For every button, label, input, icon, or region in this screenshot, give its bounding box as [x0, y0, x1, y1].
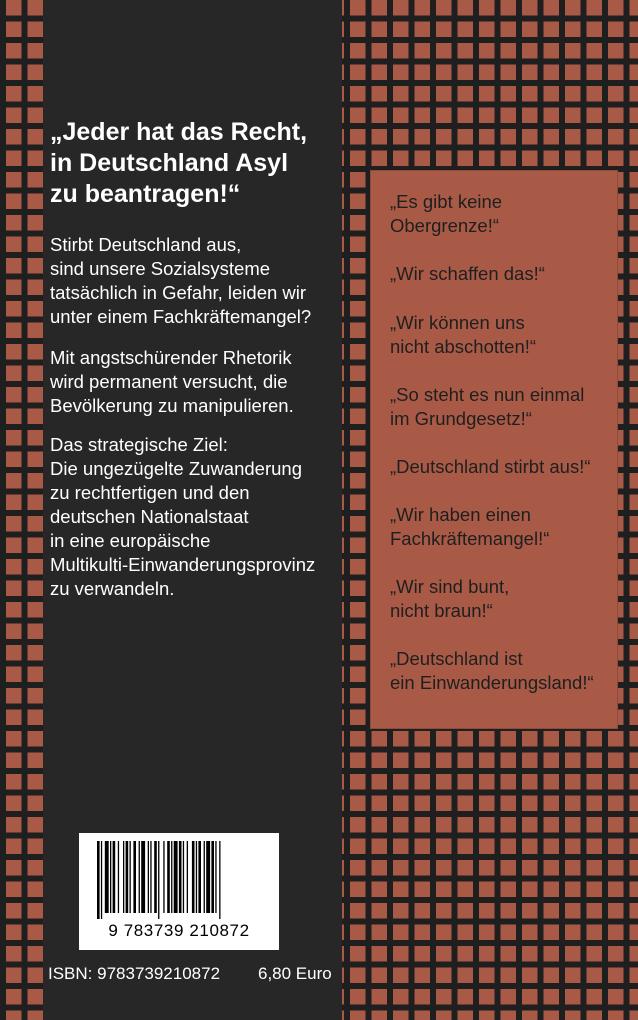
- barcode-bar: [179, 841, 182, 913]
- paragraph-rhetoric: [50, 346, 340, 418]
- quote-line: „Wir schaffen das!“: [390, 263, 545, 284]
- paragraph-line: zu rechtfertigen und den: [50, 482, 250, 503]
- paragraph-line: wird permanent versucht, die: [50, 371, 288, 392]
- quote-line: „Wir sind bunt,: [390, 576, 510, 597]
- paragraph-goal: [50, 433, 340, 601]
- headline-line: in Deutschland Asyl: [50, 149, 289, 177]
- quote-line: „Es gibt keine: [390, 191, 503, 212]
- barcode-bar: [167, 841, 170, 913]
- barcode-bar: [171, 841, 172, 913]
- barcode-bar: [110, 841, 111, 913]
- barcode-bar: [206, 841, 210, 913]
- quote-item: [390, 190, 620, 238]
- barcode-number: 9 783739 210872: [108, 921, 250, 940]
- paragraph-line: Stirbt Deutschland aus,: [50, 234, 242, 255]
- quotes-box: [371, 171, 617, 728]
- quote-item: [390, 311, 620, 359]
- quote-line: „Wir haben einen: [390, 504, 531, 525]
- quote-line: nicht abschotten!“: [390, 336, 537, 357]
- barcode-bar: [123, 841, 124, 913]
- paragraph-line: deutschen Nationalstaat: [50, 506, 249, 527]
- barcode-bar: [97, 841, 100, 919]
- paragraph-line: Bevölkerung zu manipulieren.: [50, 395, 294, 416]
- paragraph-line: Das strategische Ziel:: [50, 434, 228, 455]
- barcode-bar: [196, 841, 197, 913]
- quote-item: [390, 647, 620, 695]
- barcode-bar: [139, 841, 140, 913]
- barcode-bar: [158, 841, 159, 919]
- quote-item: [390, 503, 620, 551]
- barcode-bar: [133, 841, 136, 913]
- headline-line: „Jeder hat das Recht,: [50, 118, 308, 146]
- quote-line: ein Einwanderungsland!“: [390, 672, 594, 693]
- quote-line: „Deutschland stirbt aus!“: [390, 456, 591, 477]
- quote-line: „Wir können uns: [390, 312, 525, 333]
- quote-line: Obergrenze!“: [390, 215, 499, 236]
- paragraph-line: unter einem Fachkräftemangel?: [50, 306, 312, 327]
- barcode-bar: [198, 841, 201, 913]
- barcode-bar: [215, 841, 216, 913]
- paragraph-questions: [50, 233, 340, 329]
- paragraph-line: in eine europäische: [50, 530, 211, 551]
- quote-line: nicht braun!“: [390, 600, 493, 621]
- barcode-bar: [148, 841, 149, 913]
- barcode-bar: [154, 841, 157, 913]
- barcode-bar: [187, 841, 188, 913]
- barcode-bar: [126, 841, 129, 913]
- barcode-bar: [211, 841, 214, 913]
- quote-line: „Deutschland ist: [390, 648, 523, 669]
- headline-line: zu beantragen!“: [50, 180, 241, 208]
- barcode-bar: [192, 841, 195, 913]
- barcode-bar: [183, 841, 184, 913]
- barcode-bar: [141, 841, 145, 913]
- headline: [50, 117, 335, 210]
- price-text: 6,80 Euro: [258, 964, 332, 983]
- quote-item: [390, 383, 620, 431]
- barcode-bar: [150, 841, 151, 913]
- barcode-bar: [105, 841, 109, 913]
- paragraph-line: tatsächlich in Gefahr, leiden wir: [50, 282, 307, 303]
- barcode-bar: [174, 841, 178, 913]
- quote-item: [390, 575, 620, 623]
- barcode-bar: [163, 841, 164, 913]
- quote-line: Fachkräftemangel!“: [390, 528, 550, 549]
- barcode-bar: [113, 841, 116, 913]
- paragraph-line: Die ungezügelte Zuwanderung: [50, 458, 302, 479]
- barcode: [79, 833, 279, 950]
- quote-item: [390, 455, 620, 479]
- paragraph-line: zu verwandeln.: [50, 578, 175, 599]
- isbn-text: ISBN: 9783739210872: [48, 964, 221, 983]
- barcode-bar: [118, 841, 119, 913]
- barcode-bar: [204, 841, 205, 913]
- barcode-bars: [97, 841, 261, 919]
- barcode-bar: [130, 841, 131, 913]
- paragraph-line: Mit angstschürender Rhetorik: [50, 347, 292, 368]
- quote-line: im Grundgesetz!“: [390, 408, 532, 429]
- paragraph-line: sind unsere Sozialsysteme: [50, 258, 271, 279]
- barcode-bar: [101, 841, 102, 919]
- barcode-bar: [219, 841, 220, 919]
- quote-item: [390, 262, 620, 286]
- footer: [48, 963, 342, 985]
- quote-line: „So steht es nun einmal: [390, 384, 585, 405]
- paragraph-line: Multikulti-Einwanderungsprovinz: [50, 554, 316, 575]
